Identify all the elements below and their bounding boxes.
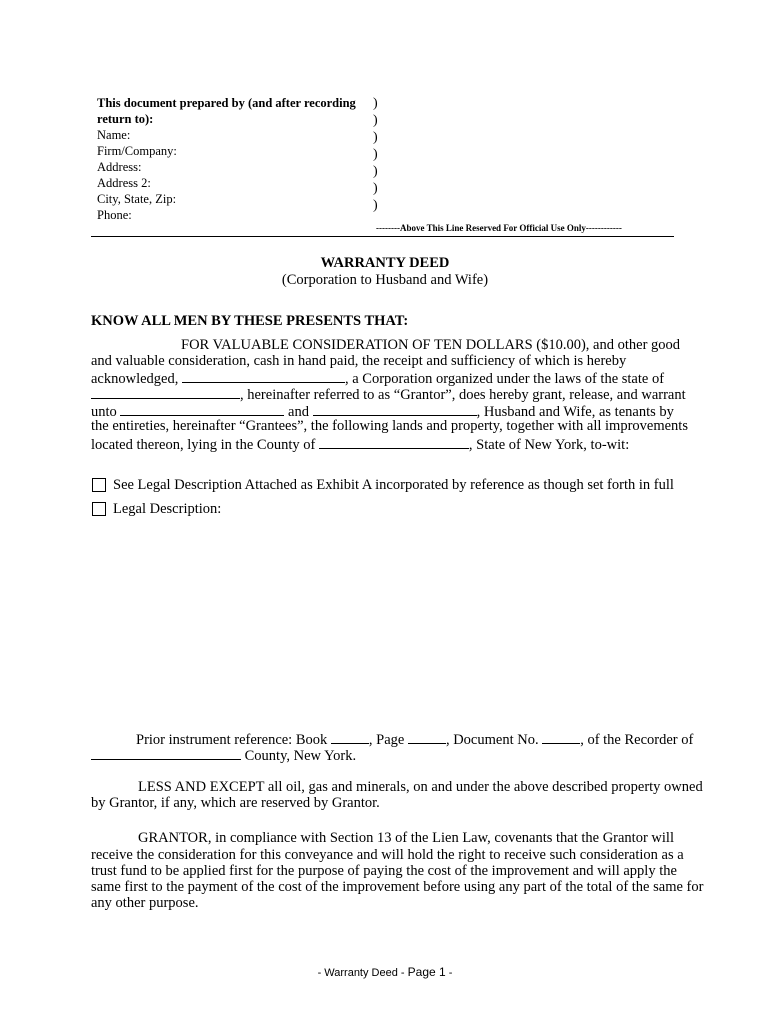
- less-except-line1: LESS AND EXCEPT all oil, gas and minerals, on and under the above described property owned: [138, 779, 703, 795]
- prior-text-d: , of the Recorder of: [580, 732, 694, 748]
- recorder-county-blank[interactable]: [91, 746, 241, 760]
- grantee-husband-blank[interactable]: [120, 402, 284, 416]
- para1-line5-text-a: unto: [91, 404, 117, 420]
- know-all-men-heading: KNOW ALL MEN BY THESE PRESENTS THAT:: [91, 313, 409, 329]
- preparer-phone-field[interactable]: Phone:: [97, 208, 132, 222]
- para1-line1: FOR VALUABLE CONSIDERATION OF TEN DOLLARS ($10.00), and other good: [181, 337, 681, 353]
- paren: ): [373, 147, 378, 162]
- para1-line2: and valuable consideration, cash in hand paid, the receipt and sufficiency of which is hereby: [91, 353, 627, 369]
- exhibit-a-label: See Legal Description Attached as Exhibit A incorporated by reference as though set forth in full: [113, 477, 674, 493]
- page-footer: [0, 965, 770, 979]
- para1-line3-text-b: , a Corporation organized under the laws of the state of: [345, 371, 665, 387]
- grantor-covenant-line4: same first to the payment of the cost of the improvement before using any part of the total of the same for: [91, 879, 704, 895]
- paren: ): [373, 164, 378, 179]
- county-blank[interactable]: [319, 435, 469, 449]
- preparer-address-field[interactable]: Address:: [97, 160, 142, 174]
- footer-dash: -: [448, 967, 453, 979]
- prior-text-c: , Document No.: [445, 732, 539, 748]
- legal-description-label: Legal Description:: [113, 501, 222, 517]
- page-blank[interactable]: [408, 730, 446, 744]
- prior-text-b: , Page: [368, 732, 405, 748]
- paren-column: [373, 95, 378, 214]
- paren: ): [373, 181, 378, 196]
- grantor-covenant-line2: receive the consideration for this conveyance and will hold the right to receive such consideration as a: [91, 847, 684, 863]
- document-number-blank[interactable]: [542, 730, 580, 744]
- state-of-incorporation-blank[interactable]: [91, 385, 240, 399]
- prior-text-a: Prior instrument reference: Book: [136, 732, 328, 748]
- para1-line7-text-a: located thereon, lying in the County of: [91, 437, 316, 453]
- preparer-address2-field[interactable]: Address 2:: [97, 176, 151, 190]
- para1-line7: [91, 435, 629, 454]
- paren: ): [373, 96, 378, 111]
- document-title: WARRANTY DEED: [320, 255, 450, 271]
- grantor-covenant-line3: trust fund to be applied first for the purpose of paying the cost of the improvement and will apply the: [91, 863, 677, 879]
- preparer-heading-1: This document prepared by (and after recording: [97, 96, 356, 110]
- para1-line5-text-b: and: [288, 404, 309, 420]
- less-except-line2: by Grantor, if any, which are reserved by Grantor.: [91, 795, 380, 811]
- para1-line6: the entireties, hereinafter “Grantees”, the following lands and property, together with all improvements: [91, 418, 688, 434]
- preparer-firm-field[interactable]: Firm/Company:: [97, 144, 177, 158]
- legal-description-checkbox[interactable]: [92, 502, 106, 516]
- grantor-covenant-line1: GRANTOR, in compliance with Section 13 of the Lien Law, covenants that the Grantor will: [138, 830, 674, 846]
- para1-line3-text-a: acknowledged,: [91, 371, 179, 387]
- preparer-heading-2: return to):: [97, 112, 154, 126]
- grantee-wife-blank[interactable]: [313, 402, 477, 416]
- reserved-line-text: --------Above This Line Reserved For Official Use Only------------: [376, 223, 622, 233]
- prior-text-e: County, New York.: [244, 748, 357, 764]
- preparer-city-state-zip-field[interactable]: City, State, Zip:: [97, 192, 177, 206]
- para1-line4-text: , hereinafter referred to as “Grantor”, does hereby grant, release, and warrant: [240, 387, 686, 403]
- prior-instrument-line2: [91, 746, 356, 765]
- document-subtitle: (Corporation to Husband and Wife): [281, 272, 489, 288]
- header-divider: [91, 236, 674, 237]
- paren: ): [373, 113, 378, 128]
- footer-doc-name: - Warranty Deed -: [317, 967, 405, 979]
- footer-page-number: Page 1: [407, 965, 446, 979]
- paren: ): [373, 198, 378, 213]
- para1-line7-text-b: , State of New York, to-wit:: [468, 437, 630, 453]
- paren: ): [373, 130, 378, 145]
- preparer-name-field[interactable]: Name:: [97, 128, 131, 142]
- corporation-name-blank[interactable]: [182, 369, 345, 383]
- preparer-block: [97, 95, 377, 223]
- exhibit-a-checkbox[interactable]: [92, 478, 106, 492]
- grantor-covenant-line5: any other purpose.: [91, 895, 199, 911]
- para1-line5-text-c: , Husband and Wife, as tenants by: [476, 404, 674, 420]
- book-blank[interactable]: [331, 730, 369, 744]
